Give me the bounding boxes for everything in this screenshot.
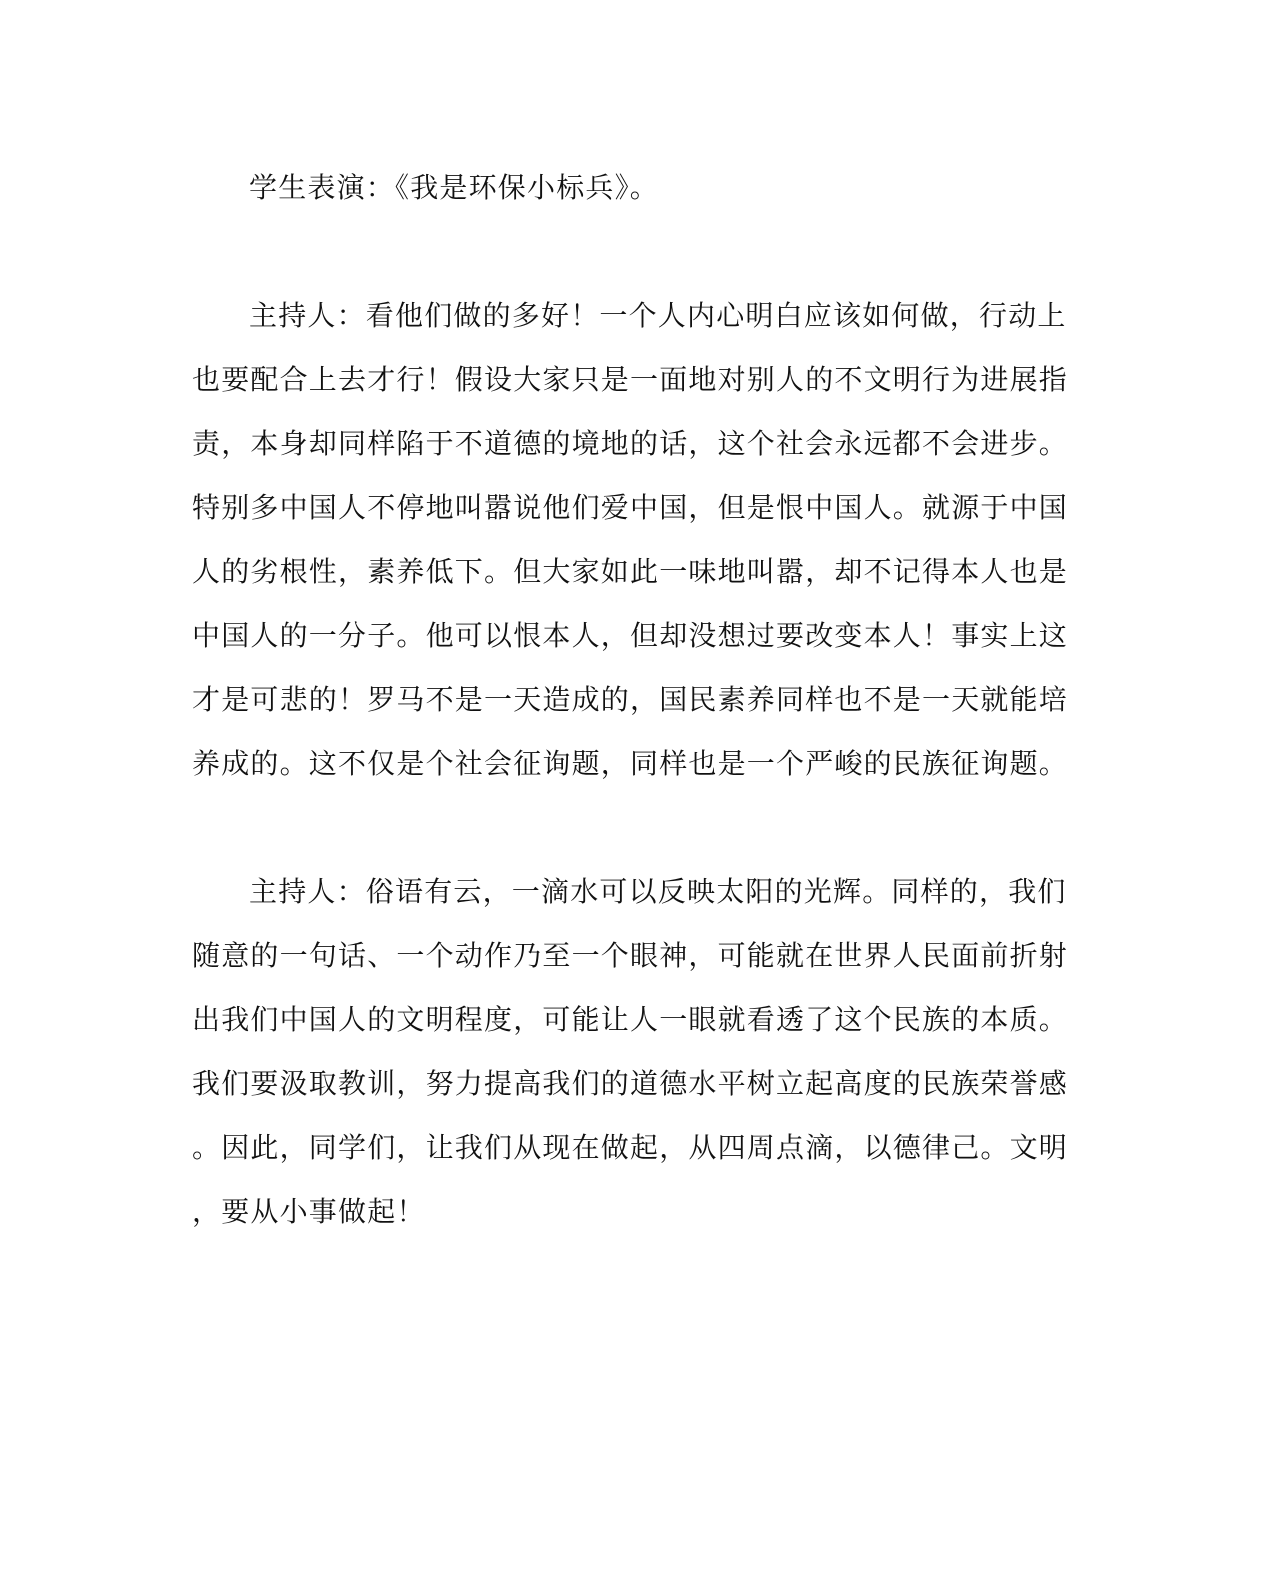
text-line: 中国人的一分子。他可以恨本人，但却没想过要改变本人！事实上这 bbox=[192, 619, 1069, 652]
text-line: 随意的一句话、一个动作乃至一个眼神，可能就在世界人民面前折射 bbox=[192, 939, 1069, 972]
text-line: 养成的。这不仅是个社会征询题，同样也是一个严峻的民族征询题。 bbox=[192, 747, 1069, 780]
text-line: 出我们中国人的文明程度，可能让人一眼就看透了这个民族的本质。 bbox=[192, 1003, 1069, 1036]
text-line: 责，本身却同样陷于不道德的境地的话，这个社会永远都不会进步。 bbox=[192, 427, 1069, 460]
paragraph-host-remarks-2 bbox=[192, 860, 1069, 1244]
text-line: 人的劣根性，素养低下。但大家如此一味地叫嚣，却不记得本人也是 bbox=[192, 555, 1069, 588]
paragraph-host-remarks-1 bbox=[192, 284, 1069, 796]
text-line: ，要从小事做起！ bbox=[192, 1195, 426, 1228]
text-line: 。因此，同学们，让我们从现在做起，从四周点滴，以德律己。文明 bbox=[192, 1131, 1069, 1164]
text-line: 主持人：俗语有云，一滴水可以反映太阳的光辉。同样的，我们 bbox=[249, 875, 1067, 908]
text-line: 也要配合上去才行！假设大家只是一面地对别人的不文明行为进展指 bbox=[192, 363, 1069, 396]
text-line: 学生表演：《我是环保小标兵》。 bbox=[249, 171, 660, 204]
text-line: 才是可悲的！罗马不是一天造成的，国民素养同样也不是一天就能培 bbox=[192, 683, 1069, 716]
text-line: 特别多中国人不停地叫嚣说他们爱中国，但是恨中国人。就源于中国 bbox=[192, 491, 1069, 524]
paragraph-spacer bbox=[192, 220, 1052, 284]
paragraph-student-performance bbox=[192, 156, 1052, 220]
paragraph-spacer bbox=[192, 796, 1052, 860]
document-body bbox=[192, 156, 1069, 1244]
text-line: 我们要汲取教训，努力提高我们的道德水平树立起高度的民族荣誉感 bbox=[192, 1067, 1069, 1100]
text-line: 主持人：看他们做的多好！一个人内心明白应该如何做，行动上 bbox=[249, 299, 1067, 332]
